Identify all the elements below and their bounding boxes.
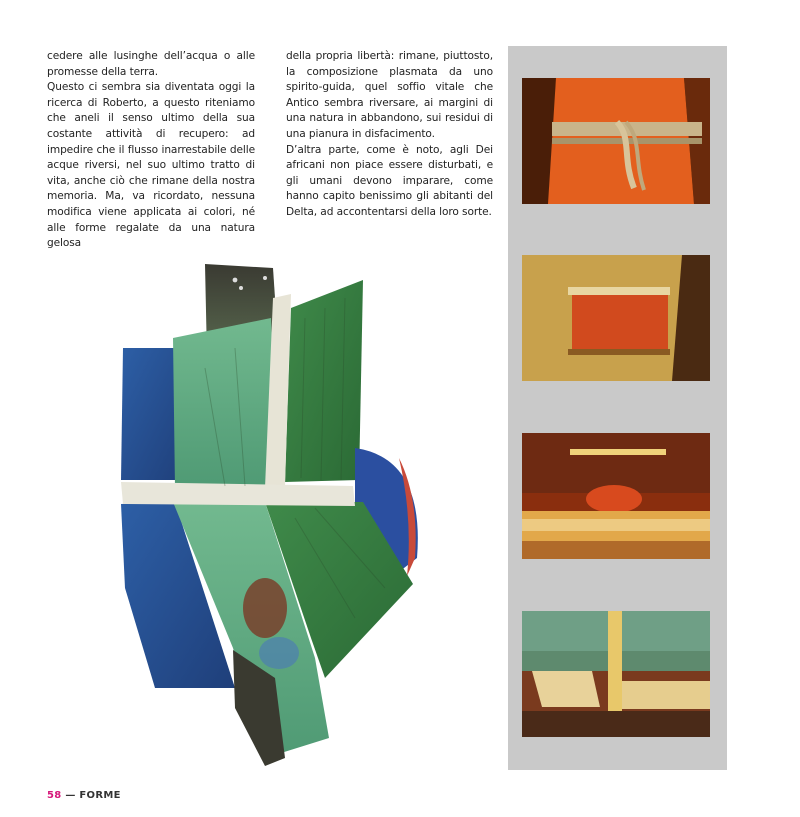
page-number: 58 [47,790,62,801]
detail-photo-2 [522,255,710,381]
detail-photo-1 [522,78,710,204]
detail-photo-1-illustration [522,78,710,204]
artwork-illustration [115,258,425,770]
detail-photo-3-illustration [522,433,710,559]
detail-photo-2-illustration [522,255,710,381]
text-column-left [47,49,255,252]
paragraph: Questo ci sembra sia diventata oggi la ricerca di Roberto, a questo riteniamo che aneli il senso ultimo della sua costante attività di recupero: ad impedire che il flusso inarrestabile delle acque riversi, nel suo ultimo tratto di vita, anche ciò che rimane della nostra memoria. Ma, va ricordato, nessuna modifica viene applicata ai colori, né alle forme regalate da una natura gelosa [47,81,255,250]
paragraph: D’altra parte, come è noto, agli Dei africani non piace essere disturbati, e gli umani devono imparare, come hanno capito benissimo gli abitanti del Delta, ad accontentarsi della loro sorte. [286,143,493,218]
text-column-right [286,49,493,221]
page-footer [47,790,121,801]
detail-photo-4 [522,611,710,737]
detail-photo-3 [522,433,710,559]
detail-photo-4-illustration [522,611,710,737]
paragraph: della propria libertà: rimane, piuttosto, la composizione plasmata da uno spirito-guida, quel soffio vitale che Antico sembra riversare, ai margini di una natura in abbandono, sui residui di una pianura in disfacimento. [286,50,493,140]
section-label: — FORME [61,790,121,801]
paragraph: cedere alle lusinghe dell’acqua o alle promesse della terra. [47,50,255,78]
artwork-image [115,258,425,770]
